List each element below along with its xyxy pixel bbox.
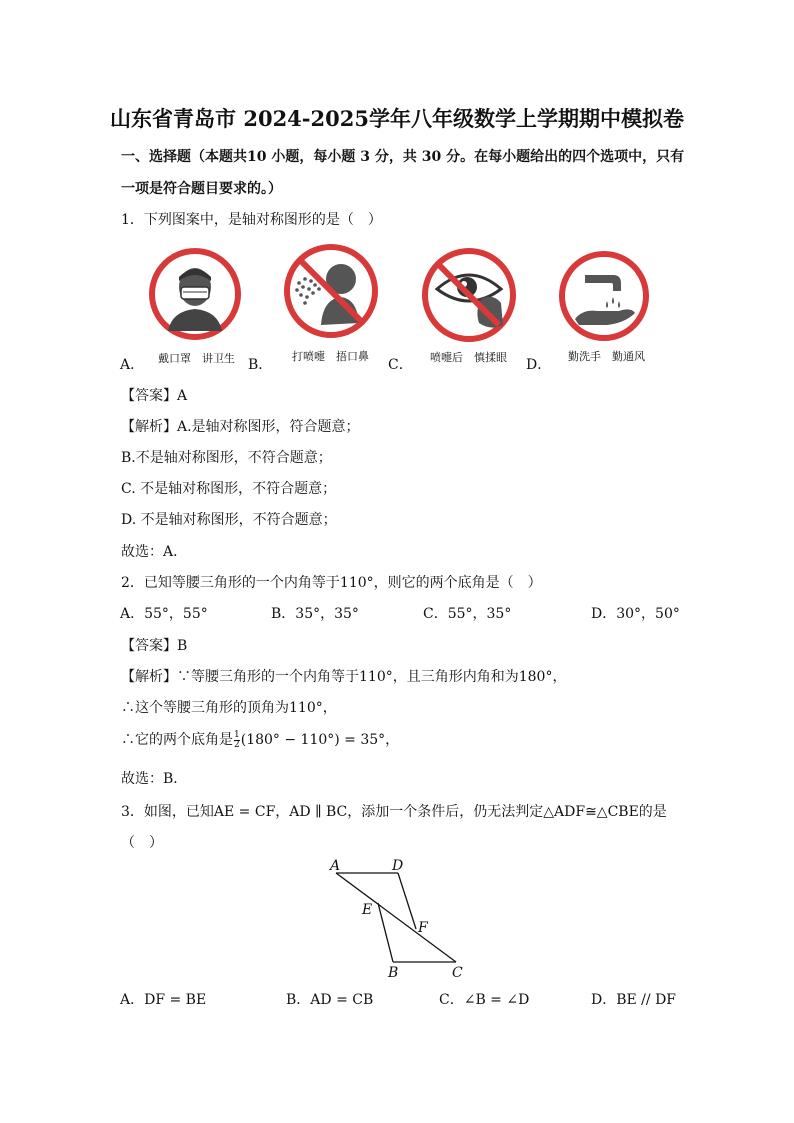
point-label-f: F	[418, 920, 428, 936]
q3-stem: 3．如图，已知AE = CF，AD ∥ BC，添加一个条件后，仍无法判定△ADF≅△CBE的是	[121, 804, 667, 820]
fraction-numerator: 1	[234, 729, 240, 740]
q2-analysis-line: ∴这个等腰三角形的顶角为110°，	[121, 700, 337, 716]
q1-option-b-letter: B．	[248, 357, 273, 373]
q3-option-b: B．AD = CB	[286, 992, 374, 1008]
q3-stem-parens: （ ）	[121, 835, 163, 851]
q1-option-c-letter: C．	[388, 357, 413, 373]
q3-option-d: D．BE // DF	[591, 992, 677, 1008]
q2-conclusion: 故选：B．	[121, 771, 188, 787]
q2-answer: 【答案】B	[121, 638, 188, 654]
q2-stem: 2．已知等腰三角形的一个内角等于110°，则它的两个底角是（ ）	[121, 575, 542, 591]
q2-option-b: B．35°，35°	[271, 606, 359, 622]
no-sneeze-icon	[283, 243, 379, 343]
q1-option-a-letter: A．	[120, 357, 145, 373]
q1-analysis-line: 【解析】A.是轴对称图形，符合题意；	[121, 419, 360, 435]
q1-option-a-caption: 戴口罩 讲卫生	[158, 352, 235, 365]
segment-ac	[336, 873, 456, 962]
q3-option-c: C．∠B = ∠D	[439, 992, 530, 1008]
point-label-e: E	[362, 902, 373, 918]
section-heading-line1: 一、选择题（本题共10 小题，每小题 3 分，共 30 分。在每小题给出的四个选项中，只有	[121, 149, 685, 165]
page-title: 山东省青岛市 2024-2025学年八年级数学上学期期中模拟卷	[110, 106, 684, 131]
point-label-a: A	[330, 858, 341, 874]
q2-option-d: D．30°，50°	[591, 606, 680, 622]
q2-analysis-line: 【解析】∵等腰三角形的一个内角等于110°，且三角形内角和为180°，	[121, 669, 567, 685]
q1-analysis-line: C. 不是轴对称图形，不符合题意；	[121, 481, 337, 497]
q2-analysis-formula	[121, 729, 399, 750]
q1-option-c-caption: 喷嚏后 慎揉眼	[430, 351, 507, 364]
mask-face-icon	[148, 247, 242, 345]
fraction-denominator: 2	[234, 739, 240, 750]
q2-formula-suffix: (180° − 110°) = 35°，	[240, 732, 400, 748]
q1-conclusion: 故选：A．	[121, 544, 188, 560]
q1-analysis-line: D. 不是轴对称图形，不符合题意；	[121, 512, 337, 528]
q2-option-a: A．55°，55°	[120, 606, 208, 622]
point-label-b: B	[388, 965, 399, 981]
q1-stem: 1．下列图案中，是轴对称图形的是（ ）	[121, 212, 382, 228]
geometry-figure	[326, 855, 476, 985]
q2-formula-prefix: ∴它的两个底角是	[121, 732, 233, 748]
q1-option-b-caption: 打喷嚏 捂口鼻	[292, 350, 369, 363]
point-label-d: D	[392, 858, 404, 874]
segment-eb	[378, 903, 393, 962]
q3-option-a: A．DF = BE	[120, 992, 207, 1008]
q1-analysis-line: B.不是轴对称图形，不符合题意；	[121, 450, 332, 466]
q2-option-c: C．55°，35°	[423, 606, 512, 622]
hand-wash-icon	[557, 249, 651, 347]
half-fraction	[234, 731, 240, 750]
point-label-c: C	[452, 965, 463, 981]
no-eye-rub-icon	[421, 247, 517, 347]
q1-option-d-letter: D．	[526, 357, 552, 373]
section-heading-line2: 一项是符合题目要求的。）	[121, 181, 282, 197]
q1-answer: 【答案】A	[121, 388, 188, 404]
q1-option-d-caption: 勤洗手 勤通风	[568, 350, 645, 363]
